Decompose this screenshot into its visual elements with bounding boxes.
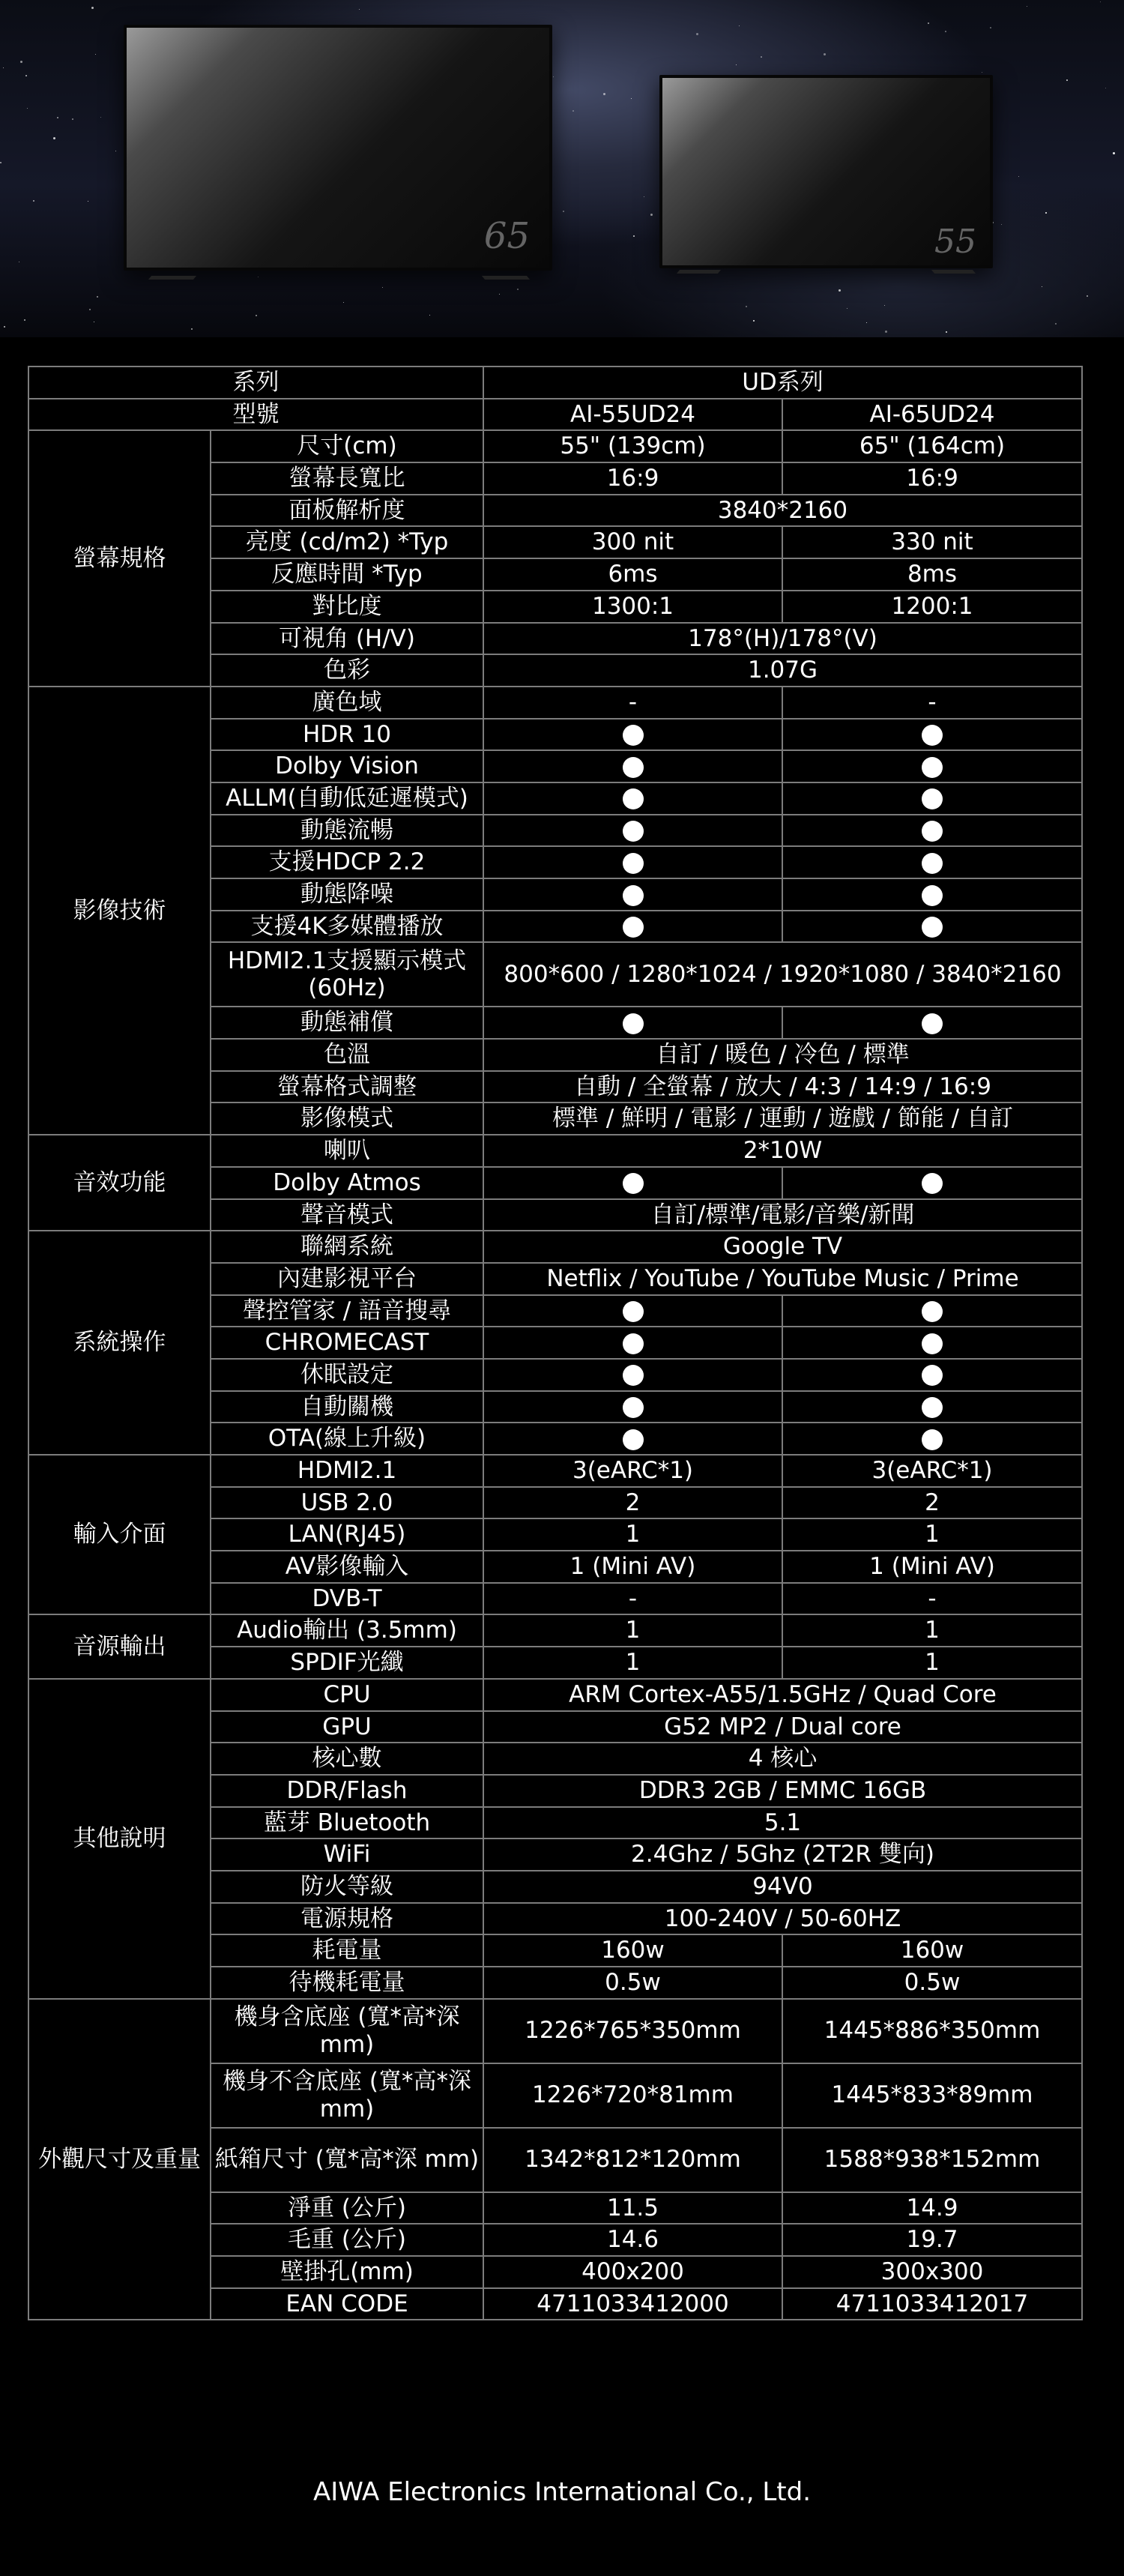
spec-value-shared: 5.1 xyxy=(483,1807,1082,1839)
spec-value-65: 1 xyxy=(782,1647,1082,1679)
spec-label: 喇叭 xyxy=(211,1135,483,1167)
model-55: AI-55UD24 xyxy=(483,399,782,431)
spec-label: Audio輸出 (3.5mm) xyxy=(211,1614,483,1647)
model-label: 型號 xyxy=(28,399,483,431)
supported-dot-icon xyxy=(623,821,644,842)
spec-value-shared: 2.4Ghz / 5Ghz (2T2R 雙向) xyxy=(483,1839,1082,1871)
supported-dot-icon xyxy=(623,757,644,778)
spec-label: 螢幕格式調整 xyxy=(211,1071,483,1103)
spec-label: 可視角 (H/V) xyxy=(211,623,483,655)
spec-value-55: 1 xyxy=(483,1518,782,1551)
spec-value-65 xyxy=(782,750,1082,782)
spec-group-label: 輸入介面 xyxy=(28,1455,211,1614)
spec-value-55 xyxy=(483,1007,782,1039)
spec-label: 核心數 xyxy=(211,1743,483,1775)
spec-label: 色溫 xyxy=(211,1039,483,1071)
spec-label: 色彩 xyxy=(211,654,483,687)
spec-value-shared: ARM Cortex-A55/1.5GHz / Quad Core xyxy=(483,1679,1082,1711)
spec-value-55 xyxy=(483,1391,782,1423)
supported-dot-icon xyxy=(922,1013,943,1034)
series-label: 系列 xyxy=(28,367,483,399)
spec-value-65: - xyxy=(782,687,1082,719)
spec-value-55: 6ms xyxy=(483,558,782,591)
spec-label: 動態補償 xyxy=(211,1007,483,1039)
spec-value-55 xyxy=(483,1359,782,1391)
spec-value-65: 0.5w xyxy=(782,1967,1082,1999)
spec-label: CPU xyxy=(211,1679,483,1711)
spec-value-65: 300x300 xyxy=(782,2256,1082,2288)
spec-group-label: 其他說明 xyxy=(28,1679,211,1999)
company-footer: AIWA Electronics International Co., Ltd. xyxy=(312,2477,812,2507)
spec-value-shared: 標準 / 鮮明 / 電影 / 運動 / 遊戲 / 節能 / 自訂 xyxy=(483,1103,1082,1135)
spec-value-65 xyxy=(782,1007,1082,1039)
spec-label: 自動關機 xyxy=(211,1391,483,1423)
spec-label: 毛重 (公斤) xyxy=(211,2224,483,2256)
spec-label: 亮度 (cd/m2) *Typ xyxy=(211,526,483,558)
spec-label: 機身不含底座 (寬*高*深 mm) xyxy=(211,2063,483,2128)
spec-label: 電源規格 xyxy=(211,1903,483,1935)
spec-row xyxy=(28,1999,1082,2063)
spec-label: 聲控管家 / 語音搜尋 xyxy=(211,1295,483,1327)
spec-value-shared: 自動 / 全螢幕 / 放大 / 4:3 / 14:9 / 16:9 xyxy=(483,1071,1082,1103)
spec-value-shared: 2*10W xyxy=(483,1135,1082,1167)
spec-value-55 xyxy=(483,911,782,943)
spec-row xyxy=(28,1614,1082,1647)
supported-dot-icon xyxy=(922,1365,943,1386)
spec-label: 防火等級 xyxy=(211,1871,483,1903)
spec-label: 動態降噪 xyxy=(211,878,483,911)
hero-banner xyxy=(0,0,1124,337)
supported-dot-icon xyxy=(623,917,644,938)
spec-group-label: 系統操作 xyxy=(28,1231,211,1455)
spec-value-65: 330 nit xyxy=(782,526,1082,558)
spec-label: HDMI2.1 xyxy=(211,1455,483,1487)
spec-row xyxy=(28,1231,1082,1263)
spec-label: SPDIF光纖 xyxy=(211,1647,483,1679)
spec-value-65: 8ms xyxy=(782,558,1082,591)
spec-label: DDR/Flash xyxy=(211,1775,483,1807)
spec-value-55: 1300:1 xyxy=(483,591,782,623)
spec-label: EAN CODE xyxy=(211,2288,483,2320)
spec-label: LAN(RJ45) xyxy=(211,1518,483,1551)
spec-label: 淨重 (公斤) xyxy=(211,2192,483,2224)
model-65: AI-65UD24 xyxy=(782,399,1082,431)
spec-value-65: 4711033412017 xyxy=(782,2288,1082,2320)
spec-value-55 xyxy=(483,782,782,815)
spec-label: DVB-T xyxy=(211,1583,483,1615)
spec-label: CHROMECAST xyxy=(211,1327,483,1359)
spec-row xyxy=(28,1455,1082,1487)
spec-label: ALLM(自動低延遲模式) xyxy=(211,782,483,815)
spec-row xyxy=(28,1679,1082,1711)
spec-value-55: - xyxy=(483,687,782,719)
spec-value-55 xyxy=(483,1167,782,1199)
spec-label: 休眠設定 xyxy=(211,1359,483,1391)
tv-65-size-label: 65 xyxy=(483,215,530,257)
spec-value-shared: 自訂/標準/電影/音樂/新聞 xyxy=(483,1199,1082,1231)
spec-value-55: 300 nit xyxy=(483,526,782,558)
spec-group-label: 螢幕規格 xyxy=(28,430,211,687)
spec-label: Dolby Atmos xyxy=(211,1167,483,1199)
supported-dot-icon xyxy=(623,1429,644,1450)
spec-value-55: 400x200 xyxy=(483,2256,782,2288)
supported-dot-icon xyxy=(623,885,644,906)
tv-55-size-label: 55 xyxy=(934,223,976,261)
spec-value-55: 1226*765*350mm xyxy=(483,1999,782,2063)
spec-label: 尺寸(cm) xyxy=(211,430,483,462)
supported-dot-icon xyxy=(922,821,943,842)
spec-value-65: 1200:1 xyxy=(782,591,1082,623)
spec-value-55: 0.5w xyxy=(483,1967,782,1999)
spec-label: Dolby Vision xyxy=(211,750,483,782)
spec-value-55: 1 xyxy=(483,1647,782,1679)
spec-value-55 xyxy=(483,750,782,782)
spec-value-65: 1 xyxy=(782,1518,1082,1551)
spec-value-65: 1445*886*350mm xyxy=(782,1999,1082,2063)
spec-label: 聲音模式 xyxy=(211,1199,483,1231)
spec-value-65 xyxy=(782,1359,1082,1391)
spec-label: 聯網系統 xyxy=(211,1231,483,1263)
supported-dot-icon xyxy=(922,757,943,778)
spec-row xyxy=(28,687,1082,719)
supported-dot-icon xyxy=(922,1173,943,1194)
supported-dot-icon xyxy=(623,1013,644,1034)
spec-value-65 xyxy=(782,782,1082,815)
spec-value-55 xyxy=(483,1295,782,1327)
spec-label: WiFi xyxy=(211,1839,483,1871)
supported-dot-icon xyxy=(922,788,943,809)
spec-value-55: 1342*812*120mm xyxy=(483,2128,782,2192)
spec-group-label: 音源輸出 xyxy=(28,1614,211,1678)
spec-value-shared: 178°(H)/178°(V) xyxy=(483,623,1082,655)
spec-value-55: 1 xyxy=(483,1614,782,1647)
spec-value-shared: 自訂 / 暖色 / 冷色 / 標準 xyxy=(483,1039,1082,1071)
tv-65-image xyxy=(124,25,552,271)
spec-value-65: 14.9 xyxy=(782,2192,1082,2224)
spec-value-65 xyxy=(782,1423,1082,1455)
spec-value-55: 14.6 xyxy=(483,2224,782,2256)
supported-dot-icon xyxy=(922,885,943,906)
spec-value-shared: 3840*2160 xyxy=(483,495,1082,527)
spec-value-65: 160w xyxy=(782,1934,1082,1967)
spec-value-65 xyxy=(782,846,1082,878)
spec-label: 動態流暢 xyxy=(211,815,483,847)
spec-value-55 xyxy=(483,846,782,878)
spec-label: AV影像輸入 xyxy=(211,1551,483,1583)
spec-value-65: - xyxy=(782,1583,1082,1615)
spec-value-65: 1 xyxy=(782,1614,1082,1647)
spec-value-65 xyxy=(782,911,1082,943)
spec-label: 面板解析度 xyxy=(211,495,483,527)
supported-dot-icon xyxy=(922,1429,943,1450)
spec-value-55: 160w xyxy=(483,1934,782,1967)
spec-value-55: 1226*720*81mm xyxy=(483,2063,782,2128)
spec-value-65 xyxy=(782,1295,1082,1327)
spec-value-55: 3(eARC*1) xyxy=(483,1455,782,1487)
supported-dot-icon xyxy=(623,1173,644,1194)
supported-dot-icon xyxy=(922,1333,943,1354)
spec-label: 紙箱尺寸 (寬*高*深 mm) xyxy=(211,2128,483,2192)
spec-label: OTA(線上升級) xyxy=(211,1423,483,1455)
spec-group-label: 影像技術 xyxy=(28,687,211,1135)
spec-value-55: 1 (Mini AV) xyxy=(483,1551,782,1583)
spec-label: 反應時間 *Typ xyxy=(211,558,483,591)
spec-label: 支援HDCP 2.2 xyxy=(211,846,483,878)
spec-value-shared: 4 核心 xyxy=(483,1743,1082,1775)
spec-row xyxy=(28,1135,1082,1167)
supported-dot-icon xyxy=(922,1301,943,1322)
spec-value-shared: 1.07G xyxy=(483,654,1082,687)
spec-value-55: - xyxy=(483,1583,782,1615)
spec-value-65: 2 xyxy=(782,1487,1082,1519)
spec-value-65: 1445*833*89mm xyxy=(782,2063,1082,2128)
spec-label: 廣色域 xyxy=(211,687,483,719)
supported-dot-icon xyxy=(623,1397,644,1418)
spec-label: 機身含底座 (寬*高*深 mm) xyxy=(211,1999,483,2063)
spec-label: USB 2.0 xyxy=(211,1487,483,1519)
model-row xyxy=(28,399,1082,431)
spec-value-65: 19.7 xyxy=(782,2224,1082,2256)
spec-group-label: 音效功能 xyxy=(28,1135,211,1231)
supported-dot-icon xyxy=(922,917,943,938)
spec-label: 螢幕長寬比 xyxy=(211,462,483,495)
spec-label: 耗電量 xyxy=(211,1934,483,1967)
spec-value-65: 1 (Mini AV) xyxy=(782,1551,1082,1583)
spec-label: HDMI2.1支援顯示模式 (60Hz) xyxy=(211,942,483,1007)
spec-row xyxy=(28,430,1082,462)
spec-label: 支援4K多媒體播放 xyxy=(211,911,483,943)
spec-label: 壁掛孔(mm) xyxy=(211,2256,483,2288)
spec-label: 內建影視平台 xyxy=(211,1263,483,1295)
spec-label: 待機耗電量 xyxy=(211,1967,483,1999)
spec-value-65 xyxy=(782,815,1082,847)
spec-value-55: 55" (139cm) xyxy=(483,430,782,462)
series-value: UD系列 xyxy=(483,367,1082,399)
spec-value-55 xyxy=(483,815,782,847)
spec-table xyxy=(28,366,1083,2320)
spec-value-55: 11.5 xyxy=(483,2192,782,2224)
spec-value-55 xyxy=(483,1327,782,1359)
supported-dot-icon xyxy=(623,1301,644,1322)
spec-value-shared: 94V0 xyxy=(483,1871,1082,1903)
spec-value-55: 2 xyxy=(483,1487,782,1519)
spec-value-65 xyxy=(782,1327,1082,1359)
spec-value-55 xyxy=(483,719,782,751)
spec-value-55 xyxy=(483,1423,782,1455)
series-row xyxy=(28,367,1082,399)
spec-value-shared: 800*600 / 1280*1024 / 1920*1080 / 3840*2160 xyxy=(483,942,1082,1007)
spec-label: 對比度 xyxy=(211,591,483,623)
spec-value-65 xyxy=(782,719,1082,751)
supported-dot-icon xyxy=(623,853,644,874)
spec-group-label: 外觀尺寸及重量 xyxy=(28,1999,211,2320)
spec-value-65 xyxy=(782,1391,1082,1423)
spec-value-65: 65" (164cm) xyxy=(782,430,1082,462)
spec-label: 藍芽 Bluetooth xyxy=(211,1807,483,1839)
supported-dot-icon xyxy=(623,788,644,809)
spec-value-55 xyxy=(483,878,782,911)
spec-value-65: 3(eARC*1) xyxy=(782,1455,1082,1487)
supported-dot-icon xyxy=(623,1333,644,1354)
spec-label: HDR 10 xyxy=(211,719,483,751)
spec-value-shared: Google TV xyxy=(483,1231,1082,1263)
spec-value-shared: DDR3 2GB / EMMC 16GB xyxy=(483,1775,1082,1807)
spec-value-shared: Netflix / YouTube / YouTube Music / Prime xyxy=(483,1263,1082,1295)
spec-value-shared: 100-240V / 50-60HZ xyxy=(483,1903,1082,1935)
supported-dot-icon xyxy=(922,725,943,746)
supported-dot-icon xyxy=(922,1397,943,1418)
spec-label: GPU xyxy=(211,1711,483,1743)
spec-value-65: 16:9 xyxy=(782,462,1082,495)
spec-label: 影像模式 xyxy=(211,1103,483,1135)
spec-value-shared: G52 MP2 / Dual core xyxy=(483,1711,1082,1743)
spec-value-55: 16:9 xyxy=(483,462,782,495)
spec-value-65 xyxy=(782,1167,1082,1199)
supported-dot-icon xyxy=(922,853,943,874)
spec-value-65: 1588*938*152mm xyxy=(782,2128,1082,2192)
tv-55-image xyxy=(659,75,993,268)
supported-dot-icon xyxy=(623,1365,644,1386)
spec-value-65 xyxy=(782,878,1082,911)
spec-value-55: 4711033412000 xyxy=(483,2288,782,2320)
supported-dot-icon xyxy=(623,725,644,746)
